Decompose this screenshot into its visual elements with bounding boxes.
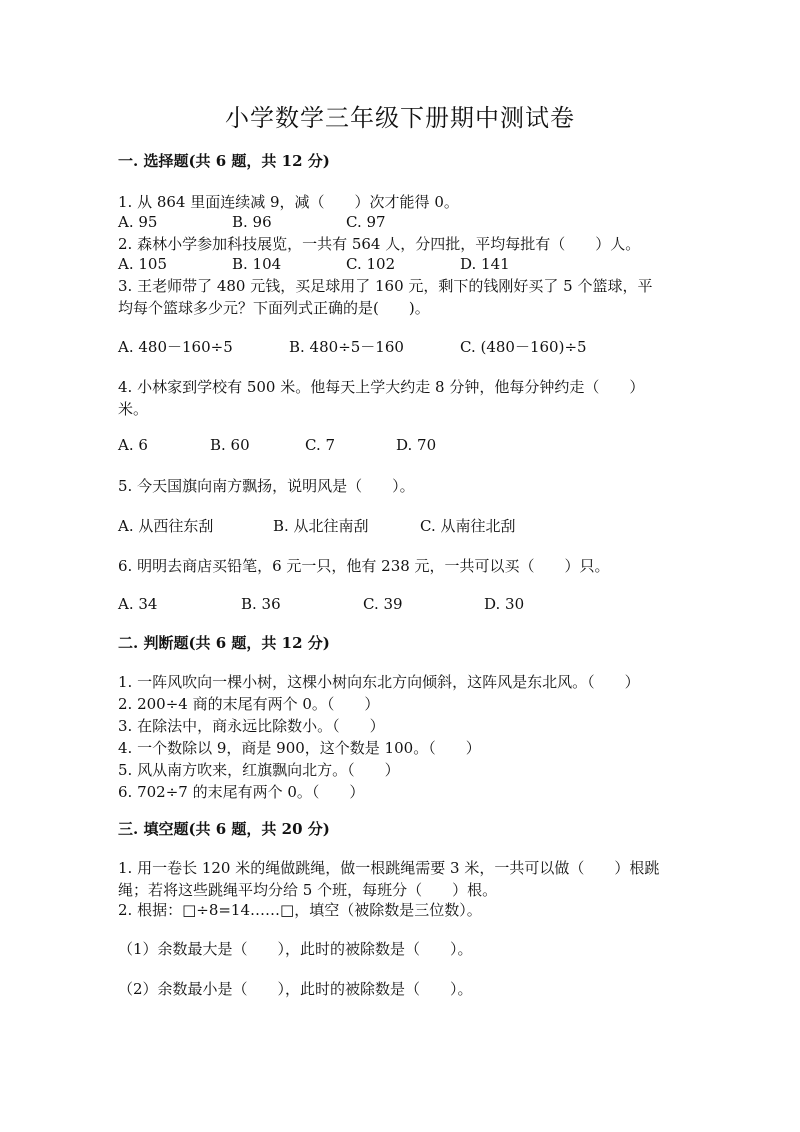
option: A. 95 (118, 213, 158, 231)
option: B. 60 (210, 436, 250, 454)
sub-question: （1）余数最大是（ ），此时的被除数是（ ）。 (118, 940, 473, 958)
section-heading-judgement: 二. 判断题(共 6 题，共 12 分) (118, 634, 330, 652)
question-text: 米。 (118, 400, 149, 418)
option: A. 105 (118, 255, 167, 273)
judgement-item: 5. 风从南方吹来，红旗飘向北方。（ ） (118, 761, 400, 779)
question-text: 1. 从 864 里面连续减 9，减（ ）次才能得 0。 (118, 193, 459, 211)
option: B. 从北往南刮 (273, 517, 369, 535)
judgement-item: 2. 200÷4 商的末尾有两个 0。（ ） (118, 695, 380, 713)
option: D. 70 (396, 436, 437, 454)
question-text: 6. 明明去商店买铅笔，6 元一只，他有 238 元，一共可以买（ ）只。 (118, 557, 610, 575)
question-text: 5. 今天国旗向南方飘扬，说明风是（ ）。 (118, 477, 415, 495)
option: C. 39 (363, 595, 403, 613)
option: B. 96 (232, 213, 272, 231)
option: A. 34 (118, 595, 158, 613)
option: B. 480÷5－160 (289, 338, 404, 356)
option: D. 141 (460, 255, 510, 273)
option: B. 104 (232, 255, 282, 273)
question-text: 4. 小林家到学校有 500 米。他每天上学大约走 8 分钟，他每分钟约走（ ） (118, 378, 645, 396)
option: C. 97 (346, 213, 386, 231)
question-text: 3. 王老师带了 480 元钱，买足球用了 160 元，剩下的钱刚好买了 5 个篮球，平 (118, 277, 653, 295)
option: C. 102 (346, 255, 396, 273)
question-text: 2. 根据：□÷8=14……□，填空（被除数是三位数）。 (118, 901, 482, 919)
judgement-item: 3. 在除法中，商永远比除数小。（ ） (118, 717, 385, 735)
question-text: 绳；若将这些跳绳平均分给 5 个班，每班分（ ）根。 (118, 881, 498, 899)
judgement-item: 4. 一个数除以 9，商是 900，这个数是 100。（ ） (118, 739, 481, 757)
option: A. 480－160÷5 (118, 338, 233, 356)
judgement-item: 6. 702÷7 的末尾有两个 0。（ ） (118, 783, 365, 801)
option: C. 从南往北刮 (420, 517, 516, 535)
option: A. 从西往东刮 (118, 517, 214, 535)
judgement-item: 1. 一阵风吹向一棵小树，这棵小树向东北方向倾斜，这阵风是东北风。（ ） (118, 673, 640, 691)
question-text: 均每个篮球多少元？下面列式正确的是( )。 (118, 299, 430, 317)
option: B. 36 (241, 595, 281, 613)
option: C. (480－160)÷5 (460, 338, 587, 356)
sub-question: （2）余数最小是（ ），此时的被除数是（ ）。 (118, 980, 473, 998)
question-text: 2. 森林小学参加科技展览，一共有 564 人，分四批，平均每批有（ ）人。 (118, 235, 641, 253)
option: C. 7 (305, 436, 336, 454)
option: A. 6 (118, 436, 148, 454)
section-heading-choice: 一. 选择题(共 6 题，共 12 分) (118, 152, 330, 170)
page-title: 小学数学三年级下册期中测试卷 (225, 104, 575, 132)
section-heading-fill-blank: 三. 填空题(共 6 题，共 20 分) (118, 820, 330, 838)
option: D. 30 (484, 595, 525, 613)
question-text: 1. 用一卷长 120 米的绳做跳绳，做一根跳绳需要 3 米，一共可以做（ ）根跳 (118, 859, 660, 877)
